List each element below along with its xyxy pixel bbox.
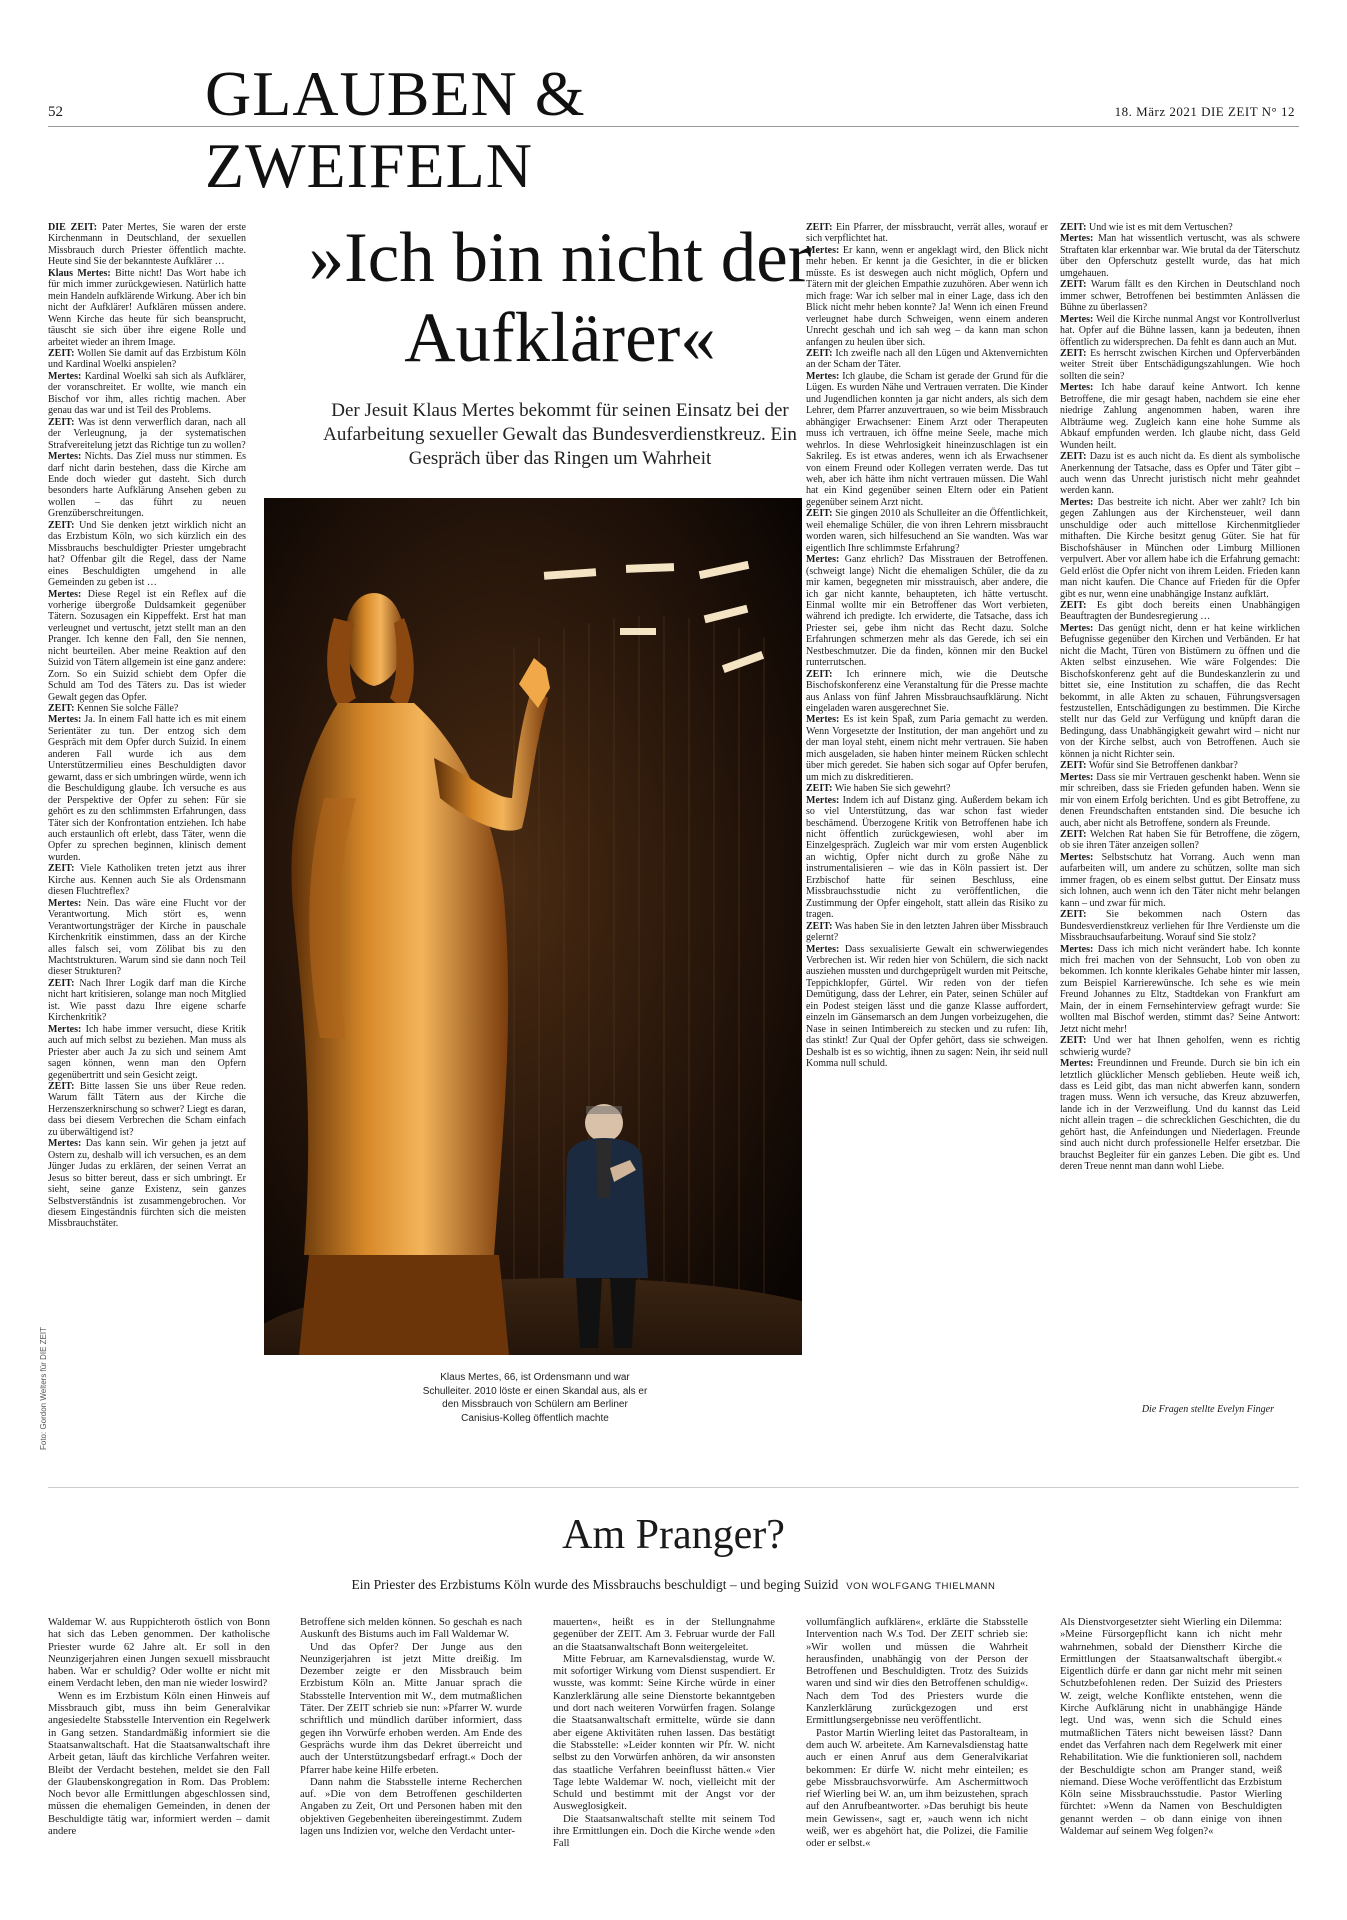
portrait-photo bbox=[264, 498, 802, 1355]
interview-paragraph bbox=[1060, 1035, 1300, 1058]
speaker-label: Mertes: bbox=[48, 588, 82, 600]
interview-paragraph bbox=[1060, 233, 1300, 279]
interview-column-1 bbox=[48, 222, 246, 1230]
speaker-label: ZEIT: bbox=[1060, 222, 1087, 233]
interview-paragraph bbox=[1060, 909, 1300, 943]
speaker-text: Er kann, wenn er angeklagt wird, den Blick nicht mehr heben. Er kennt ja die Gesichter, in die er blicken müsste. Es ist deswegen auch nicht möglich, Opfern und Tätern mit der gleichen Empathie zuzuhören. Aber wenn ich mich frage: War ich selber mal in einer Lage, dass ich den Blick nicht mehr heben konnte? Ja! Wenn ich einen Freund verleugnet habe durch Schweigen, wenn einem anderen Unrecht geschah und ich sah weg – da kann man schon anfangen zu heulen über sich. bbox=[806, 244, 1048, 348]
interview-paragraph bbox=[48, 268, 246, 348]
interview-paragraph bbox=[1060, 1058, 1300, 1173]
interview-column-2 bbox=[806, 222, 1048, 1070]
speaker-label: Mertes: bbox=[48, 370, 82, 382]
speaker-label: Mertes: bbox=[48, 1023, 82, 1035]
speaker-label: ZEIT: bbox=[48, 416, 75, 428]
article-paragraph: Mitte Februar, am Karnevalsdienstag, wurde W. mit sofortiger Wirkung vom Dienst suspendiert. Er wusste, was kommt: Seine Kirche würde in einer Kanzlerklärung alle seine Dienstorte bekanntgeben und dort nach weiteren Vorwürfen fragen. Solange die Staatsanwaltschaft ermittelte, würde sie dann aber eigene Aktivitäten ruhen lassen. Das bestätigt die Stabsstelle: »Leider konnten wir Pfr. W. nicht selbst zu den Vorwürfen anhören, da wir ansonsten das staatliche Verfahren beeinflusst hätten.« Vier Tage lebte Waldemar W. noch, vielleicht mit der Schuld und bestimmt mit der Angst vor der Ausweglosigkeit. bbox=[553, 1653, 775, 1813]
speaker-text: Diese Regel ist ein Reflex auf die vorherige übergroße Duldsamkeit gegenüber Tätern. Sozusagen ein Kippeffekt. Erst hat man verleugnet und vertuscht, jetzt stellt man an den Pranger. Ich kenne den Fall, den Sie nennen, nicht beurteilen. Aber meine Reaktion auf den Suizid von Tätern allgemein ist eine ganz andere: Zorn. So ein Suizid schiebt dem Opfer die Schuld am Tod des Täters zu. Das ist wieder Gewalt gegen das Opfer. bbox=[48, 588, 246, 703]
speaker-text: Kennen Sie solche Fälle? bbox=[74, 703, 179, 715]
interview-paragraph bbox=[806, 245, 1048, 348]
speaker-text: Ja. In einem Fall hatte ich es mit einem Serientäter zu tun. Der entzog sich dem Gespräch mit dem Opfer durch Suizid. In einem anderen Fall wurde ich aus dem Unterstützermilieu eines Beschuldigten davor gewarnt, dass er sich umbringen würde, wenn ich die Beschuldigung glaube. Ich versuche es aus der Perspektive der Opfer zu sehen: Für sie gehört es zu den schlimmsten Erfahrungen, dass Täter sich der Konfrontation entziehen. Ich habe auch erstaunlich oft erlebt, dass Täter, wenn die Opfer zu sprechen beginnen, klinisch dement wurden. bbox=[48, 714, 246, 863]
article-paragraph: Waldemar W. aus Ruppichteroth östlich von Bonn hat sich das Leben genommen. Der katholische Priester wurde 62 Jahre alt. Er soll in den Neunzigerjahren einen Jungen sexuell missbraucht haben. War er schuldig? Oder wollte er nicht mit einem Verdacht leben, den man nie wieder loswird? bbox=[48, 1617, 270, 1690]
speaker-label: Mertes: bbox=[1060, 943, 1094, 955]
speaker-label: Mertes: bbox=[1060, 496, 1094, 508]
speaker-text: Was ist denn verwerflich daran, nach all der Verleugnung, ja der systematischen Strafvereitelung jetzt das Richtige tun zu wollen? bbox=[48, 416, 246, 451]
speaker-text: Dass sexualisierte Gewalt ein schwerwiegendes Verbrechen ist. Wir reden hier von Schülern, die sich nackt ausziehen mussten und durchgeprügelt wurden mit Peitsche, Teppichklopfer, Gürtel. Wir reden von der tiefen Demütigung, dass der Lehrer, ein Pater, seinen Schüler auf ein Podest steigen lässt und die ganze Klasse auffordert, einzeln im Gänsemarsch an dem Jungen vorbeizugehen, die Nase in seinen Intimbereich zu stecken und zu rufen: Iih, das stinkt! Zur Qual der Opfer gehört, dass sie schweigen. Deshalb ist es so wichtig, ihnen zu sagen: Nein, ihr seid null Komma null schuld. bbox=[806, 943, 1048, 1070]
article-paragraph: mauerten«, heißt es in der Stellungnahme gegenüber der ZEIT. Am 3. Februar wurde der Fall an die Staatsanwaltschaft Bonn weitergeleitet. bbox=[553, 1617, 775, 1653]
photo-caption: Klaus Mertes, 66, ist Ordensmann und war Schulleiter. 2010 löste er einen Skandal aus, als er den Missbrauch von Schülern am Berliner Canisius-Kolleg öffentlich machte bbox=[422, 1372, 648, 1424]
speaker-label: ZEIT: bbox=[1060, 909, 1087, 921]
speaker-text: Wofür sind Sie Betroffenen dankbar? bbox=[1086, 760, 1238, 772]
speaker-label: ZEIT: bbox=[806, 222, 833, 233]
interview-paragraph bbox=[806, 921, 1048, 944]
speaker-text: Das genügt nicht, denn er hat keine wirklichen Befugnisse gegenüber den Kirchen und Verbänden. Er hat nicht die Macht, Türen von Bistümern zu öffnen und die Akten selbst einzusehen. Wie wäre Folgendes: Die Bischofskonferenz geht auf die Bundeskanzlerin zu und bittet sie, eine Institution zu schaffen, die das Recht bekommt, in alle Akten zu schauen, Führungsversagen festzustellen, Entschädigungen zu bestimmen. Die Kirche stellt nur das Geld zur Verfügung und knüpft daran die Bedingung, dass Unabhängigkeit gewahrt wird – nicht nur von der Kirche selbst, auch von Betroffenen. Auch sie können ja nicht Richter sein. bbox=[1060, 622, 1300, 760]
interview-paragraph bbox=[1060, 348, 1300, 382]
speaker-label: ZEIT: bbox=[48, 1080, 75, 1092]
speaker-text: Welchen Rat haben Sie für Betroffene, die zögern, ob sie ihren Täter anzeigen sollen? bbox=[1060, 829, 1300, 852]
speaker-text: Ganz ehrlich? Das Misstrauen der Betroffenen. (schweigt lange) Nicht die ehemaligen Schüler, die da zu mir kamen, begegneten mir misstrauisch, aber andere, die ich gar nicht kannte, behaupteten, ich hätte vertuscht. Einmal wollte mir ein Betroffener das Wort verbieten, während ich predigte. Ich erwiderte, die Tatsache, dass ich Priester sei, gebe ihm nicht das Recht dazu. Solche Erfahrungen schmerzen mehr als das Gerede, ich sei ein Nestbeschmutzer. Die da finden, können mir den Buckel runterrutschen. bbox=[806, 554, 1048, 669]
speaker-text: Ich glaube, die Scham ist gerade der Grund für die Lügen. Es wurden Nähe und Vertrauen verraten. Die Kinder und Jugendlichen konnten ja gar nicht anders, als sich dem Lehrer, dem Pfarrer anzuvertrauen, so wie beim Missbrauch abhängiger Erwachsener: Einem Arzt oder Therapeuten muss ich vertrauen, ich öffne meine Seele, mache mich wehrlos. In diese Wehrlosigkeit hineinzuschlagen ist ein Sakrileg. Es ist etwas anderes, wenn ich als Erwachsener von einem Freund oder Kollegen verraten werde. Das tut weh, aber ich hätte ihm nicht vertrauen müssen. Die Wahl hat ein Kind gegenüber seinen Eltern oder ein Patient gegenüber seinem Arzt nicht. bbox=[806, 370, 1048, 508]
speaker-text: Es gibt doch bereits einen Unabhängigen Beauftragten der Bundesregierung … bbox=[1060, 599, 1300, 623]
speaker-label: ZEIT: bbox=[1060, 760, 1087, 772]
interview-paragraph bbox=[48, 417, 246, 451]
speaker-label: ZEIT: bbox=[1060, 829, 1087, 841]
speaker-text: Warum fällt es den Kirchen in Deutschland noch immer schwer, Betroffenen bei bestimmten Anlässen die Bühne zu überlassen? bbox=[1060, 279, 1300, 314]
speaker-label: ZEIT: bbox=[48, 977, 75, 989]
interview-byline: Die Fragen stellte Evelyn Finger bbox=[1141, 1404, 1274, 1415]
speaker-text: Und wer hat Ihnen geholfen, wenn es richtig schwierig wurde? bbox=[1060, 1035, 1300, 1058]
speaker-label: Mertes: bbox=[1060, 1058, 1094, 1070]
speaker-label: DIE ZEIT: bbox=[48, 222, 98, 233]
speaker-text: Ich erinnere mich, wie die Deutsche Bischofskonferenz eine Veranstaltung für die Presse machte aus Anlass von fünf Jahren Missbrauchsaufklärung. Nicht eingeladen waren ausgerechnet Sie. bbox=[806, 668, 1048, 715]
speaker-label: Mertes: bbox=[48, 1138, 82, 1150]
article-column-5 bbox=[1060, 1617, 1282, 1838]
interview-paragraph bbox=[1060, 497, 1300, 600]
article-subhead bbox=[150, 1576, 1197, 1596]
speaker-label: Mertes: bbox=[1060, 771, 1094, 783]
speaker-text: Es herrscht zwischen Kirchen und Opferverbänden weiter Streit über Entschädigungszahlungen. Wie hoch sollten die sein? bbox=[1060, 347, 1300, 382]
interview-paragraph bbox=[806, 795, 1048, 921]
interview-paragraph bbox=[48, 1081, 246, 1138]
speaker-text: Kardinal Woelki sah sich als Aufklärer, der voranschreitet. Er wollte, wie manch ein Bischof vor ihm, alles richtig machen. Aber genau das war und ist Teil des Problems. bbox=[48, 370, 246, 417]
interview-column-3 bbox=[1060, 222, 1300, 1173]
speaker-label: Mertes: bbox=[806, 794, 840, 806]
speaker-label: Mertes: bbox=[806, 370, 840, 382]
interview-paragraph bbox=[48, 978, 246, 1024]
interview-paragraph bbox=[48, 1024, 246, 1081]
speaker-label: ZEIT: bbox=[806, 508, 833, 520]
interview-paragraph bbox=[1060, 314, 1300, 348]
interview-paragraph bbox=[1060, 852, 1300, 909]
speaker-text: Das kann sein. Wir gehen ja jetzt auf Ostern zu, deshalb will ich versuchen, es an dem Jünger Judas zu erklären, der seinen Verrat an Jesus so bitter bereut, dass er sich umbringt. Er sieht, seine ganze Existenz, sein ganzes Selbstverständnis ist zusammengebrochen. Vor diesem Eingeständnis fürchten sich die meisten Missbrauchstäter. bbox=[48, 1138, 246, 1230]
speaker-text: Indem ich auf Distanz ging. Außerdem bekam ich so viel Unterstützung, das war schon fast wieder beschämend. Überzogene Kritik von Betroffenen habe ich nicht öffentlich zurückgewiesen, wohl aber im Einzelgespräch. Zugleich war mir vom ersten Augenblick an wichtig, Opfer nicht durch zu große Nähe zu instrumentalisieren – wie das in Köln passiert ist. Der Erzbischof hatte für seinen Beschluss, eine Missbrauchsstudie nicht zu veröffentlichen, die Zustimmung der Opfer eingeholt, statt allein das Risiko zu tragen. bbox=[806, 794, 1048, 921]
speaker-text: Bitte lassen Sie uns über Reue reden. Warum fällt Tätern aus der Kirche die Herzenszerknirschung so schwer? Liegt es daran, dass bei diesem Verbrechen die Scham einfach zu überwältigend ist? bbox=[48, 1080, 246, 1138]
article-subhead-text: Ein Priester des Erzbistums Köln wurde des Missbrauchs beschuldigt – und beging Suizid bbox=[351, 1577, 839, 1592]
speaker-text: Wollen Sie damit auf das Erzbistum Köln und Kardinal Woelki anspielen? bbox=[48, 347, 246, 371]
speaker-label: Mertes: bbox=[806, 244, 840, 256]
interview-paragraph bbox=[1060, 944, 1300, 1036]
interview-paragraph bbox=[48, 222, 246, 268]
speaker-label: ZEIT: bbox=[806, 668, 833, 680]
interview-paragraph bbox=[806, 222, 1048, 245]
speaker-text: Dass sie mir Vertrauen geschenkt haben. Wenn sie mir schreiben, dass sie Frieden gefunden haben. Wenn sie mir von einem Erfolg berichten. Und es gibt Betroffene, zu denen Freundschaften entstanden sind. Die besuche ich auch, aber nicht als Betroffene, sondern als Freunde. bbox=[1060, 771, 1300, 829]
article-paragraph: Und das Opfer? Der Junge aus den Neunzigerjahren ist jetzt Mitte dreißig. Im Dezember zeigte er den Missbrauch beim Erzbistum Köln an. Mitte Januar sprach die Stabsstelle Intervention mit W., dem mutmaßlichen Täter. Der ZEIT schrieb sie nun: »Pfarrer W. wurde schriftlich und mündlich darüber informiert, dass gegen ihn Vorwürfe erhoben werden. Am Ende des Gesprächs wurde ihm das Dekret überreicht und auch der Unterstützungsbedarf erfragt.« Doch der Pfarrer habe keine Hilfe erbeten. bbox=[300, 1641, 522, 1776]
speaker-text: Man hat wissentlich vertuscht, was als schwere Straftaten klar erkennbar war. Wie brutal da der Täterschutz über den Opferschutz gestellt wurde, das hat mich umgehauen. bbox=[1060, 233, 1300, 279]
photo-illustration bbox=[264, 498, 802, 1355]
speaker-label: Mertes: bbox=[48, 714, 82, 726]
speaker-label: Mertes: bbox=[48, 451, 82, 463]
interview-paragraph bbox=[1060, 772, 1300, 829]
speaker-label: ZEIT: bbox=[48, 347, 75, 359]
speaker-label: ZEIT: bbox=[1060, 279, 1087, 291]
speaker-text: Das bestreite ich nicht. Aber wer zahlt? Ich bin gegen Zahlungen aus der Kirchensteuer, weil dann unschuldige oder auch mittellose Kirchenmitglieder mithaften. Die Kirche besitzt genug Güter. Sie hat für Bischofshäuser in München oder Limburg Millionen verpulvert. Aber vor allem habe ich die Erfahrung gemacht: Geld erlöst die Opfer nicht von ihrem Leiden. Frieden kann man nicht kaufen. Die Chance auf Frieden für die Opfer gibt es nur, wenn eine unabhängige Instanz aufklärt. bbox=[1060, 496, 1300, 600]
article-author: VON WOLFGANG THIELMANN bbox=[846, 1581, 996, 1592]
article-column-4 bbox=[806, 1617, 1028, 1851]
interview-paragraph bbox=[1060, 382, 1300, 451]
speaker-text: Ein Pfarrer, der missbraucht, verrät alles, worauf er sich verpflichtet hat. bbox=[806, 222, 1048, 245]
header-rule bbox=[48, 126, 1299, 127]
interview-paragraph bbox=[806, 508, 1048, 554]
speaker-label: Mertes: bbox=[1060, 233, 1094, 245]
speaker-text: Ich zweifle nach all den Lügen und Aktenvernichten an der Scham der Täter. bbox=[806, 347, 1048, 371]
speaker-label: ZEIT: bbox=[48, 863, 75, 875]
article-column-1 bbox=[48, 1617, 270, 1838]
interview-paragraph bbox=[806, 669, 1048, 715]
speaker-label: Mertes: bbox=[1060, 622, 1094, 634]
article-column-3 bbox=[553, 1617, 775, 1851]
interview-paragraph bbox=[48, 520, 246, 589]
speaker-text: Nein. Das wäre eine Flucht vor der Verantwortung. Mich stört es, wenn Verantwortungsträger der Kirche in pauschale Kirchenkritik einstimmen, dass an der Kirche alles falsch sei, vom Zölibat bis zu den Machtstrukturen. Warum sind sie dann noch Teil dieser Strukturen? bbox=[48, 897, 246, 978]
interview-paragraph bbox=[48, 714, 246, 863]
article-paragraph: Pastor Martin Wierling leitet das Pastoralteam, in dem auch W. arbeitete. Am Karnevalsdienstag hatte auch er einen Anruf aus dem Generalvikariat bekommen: Er dürfe W. nicht mehr einteilen; es gebe Missbrauchsvorwürfe. Am Aschermittwoch rief Wierling bei W. an, um ihm beizustehen, sprach auf den Anrufbeantworter. »Das beruhigt bis heute mein Gewissen«, sagt er, »auch wenn ich nicht weiß, wer es abgehört hat, die Polizei, die Familie oder er selbst.« bbox=[806, 1727, 1028, 1850]
interview-paragraph bbox=[1060, 222, 1300, 233]
speaker-text: Sie gingen 2010 als Schulleiter an die Öffentlichkeit, weil ehemalige Schüler, die von ihren Lehrern missbraucht worden waren, sich hilfesuchend an Sie wandten. Was war eigentlich Ihre schlimmste Erfahrung? bbox=[806, 508, 1048, 554]
speaker-label: Mertes: bbox=[1060, 851, 1094, 863]
speaker-label: Mertes: bbox=[1060, 382, 1094, 394]
interview-paragraph bbox=[806, 348, 1048, 371]
issue-dateline: 18. März 2021 DIE ZEIT N° 12 bbox=[1114, 104, 1295, 119]
speaker-text: Viele Katholiken treten jetzt aus ihrer Kirche aus. Kennen auch Sie als Ordensmann diesen Fluchtreflex? bbox=[48, 863, 246, 898]
interview-paragraph bbox=[806, 371, 1048, 508]
article-headline: Am Pranger? bbox=[562, 1512, 785, 1558]
speaker-label: ZEIT: bbox=[1060, 1035, 1087, 1047]
article-paragraph: Wenn es im Erzbistum Köln einen Hinweis auf Missbrauch gibt, muss ihn beim Generalvikar angesiedelte Stabsstelle Intervention ein Regelwerk in Gang setzen. Standardmäßig informiert sie die Staatsanwaltschaft. Hat die Staatsanwaltschaft ihre Arbeit getan, läuft das kirchliche Verfahren weiter. Bleibt der Verdacht bestehen, meldet sie den Fall der Glaubenskongregation in Rom. Das Problem: Noch bevor alle Ermittlungen abgeschlossen sind, müssen die ehemaligen Gemeinden, in denen der Beschuldigte tätig war, informiert werden – damit andere bbox=[48, 1690, 270, 1838]
speaker-text: Sie bekommen nach Ostern das Bundesverdienstkreuz verliehen für Ihre Verdienste um die Missbrauchsaufarbeitung. Worauf sind Sie stolz? bbox=[1060, 909, 1300, 944]
speaker-label: Mertes: bbox=[806, 714, 840, 726]
speaker-text: Pater Mertes, Sie waren der erste Kirchenmann in Deutschland, der sexuellen Missbrauch durch Priester öffentlich machte. Heute sind Sie der bekannteste Aufklärer … bbox=[48, 222, 246, 268]
article-paragraph: Dann nahm die Stabsstelle interne Recherchen auf. »Die von dem Betroffenen geschilderten Angaben zu Zeit, Ort und Personen haben mit den objektiven Gegebenheiten übereingestimmt. Zudem lagen uns Indizien vor, welche den Verdacht unter- bbox=[300, 1776, 522, 1838]
article-separator bbox=[48, 1487, 1299, 1488]
speaker-text: Und wie ist es mit dem Vertuschen? bbox=[1086, 222, 1233, 233]
interview-headline: »Ich bin nicht der Aufklärer« bbox=[308, 219, 812, 377]
speaker-text: Bitte nicht! Das Wort habe ich für mich immer zurückgewiesen. Natürlich hatte mein Handeln aufklärende Wirkung. Aber ich bin nicht der Aufklärer! Aufklären müssen andere. Wenn Kirche das heute für sich beansprucht, täuscht sie sich über ihre eigene Rolle und arbeitet wieder an ihrem Image. bbox=[48, 267, 246, 348]
interview-paragraph bbox=[48, 703, 246, 714]
speaker-text: Es ist kein Spaß, zum Paria gemacht zu werden. Wenn Vorgesetzte der Institution, der man angehört und zu der man loyal steht, einem nicht mehr vertrauen. Sie haben mich ausgeladen, sie haben hinter meinem Rücken schlecht über mich geredet. Sie haben sich sogar auf Opfer berufen, um mich zu diskreditieren. bbox=[806, 714, 1048, 783]
speaker-label: Mertes: bbox=[806, 943, 840, 955]
interview-paragraph bbox=[48, 348, 246, 371]
speaker-label: ZEIT: bbox=[1060, 599, 1087, 611]
speaker-label: ZEIT: bbox=[1060, 451, 1087, 463]
speaker-label: Mertes: bbox=[1060, 313, 1094, 325]
interview-paragraph bbox=[48, 1138, 246, 1230]
article-paragraph: Betroffene sich melden können. So geschah es nach Auskunft des Bistums auch im Fall Waldemar W. bbox=[300, 1617, 522, 1641]
speaker-text: Freundinnen und Freunde. Durch sie bin ich ein letztlich glücklicher Mensch geblieben. Heute weiß ich, dass es Leid gibt, das man nicht abwerfen kann, sondern tragen muss. Wenn ich versuche, das Kreuz abzuwerfen, lande ich in der Verzweiflung. Und du kannst das Leid nicht allein tragen – die schrecklichen Geschichten, die du gehört hast, die Anfeindungen und Niederlagen. Freunde sind auch nicht durch professionelle Helfer ersetzbar. Die brauchst Begleiter für ein ganzes Leben. Die gibt es. Und deren Treue nennt man dann wohl Liebe. bbox=[1060, 1058, 1300, 1173]
article-paragraph: Die Staatsanwaltschaft stellte mit seinem Tod ihre Ermittlungen ein. Doch die Kirche wende »den Fall bbox=[553, 1813, 775, 1850]
interview-paragraph bbox=[1060, 829, 1300, 852]
speaker-label: ZEIT: bbox=[806, 783, 833, 795]
speaker-text: Nach Ihrer Logik darf man die Kirche nicht hart kritisieren, solange man noch Mitglied ist. Wie passt dazu Ihre eigene scharfe Kirchenkritik? bbox=[48, 977, 246, 1024]
speaker-label: Klaus Mertes: bbox=[48, 267, 111, 279]
interview-paragraph bbox=[1060, 760, 1300, 771]
interview-paragraph bbox=[806, 714, 1048, 783]
article-column-2 bbox=[300, 1617, 522, 1838]
interview-paragraph bbox=[806, 783, 1048, 794]
interview-paragraph bbox=[48, 863, 246, 897]
page-number: 52 bbox=[48, 104, 63, 120]
speaker-label: ZEIT: bbox=[1060, 347, 1087, 359]
interview-paragraph bbox=[806, 554, 1048, 669]
interview-standfirst: Der Jesuit Klaus Mertes bekommt für seinen Einsatz bei der Aufarbeitung sexueller Gewalt das Bundesverdienstkreuz. Ein Gespräch über das Ringen um Wahrheit bbox=[323, 400, 797, 469]
article-paragraph: vollumfänglich aufklären«, erklärte die Stabsstelle Intervention nach W.s Tod. Der ZEIT schrieb sie: »Wir wollen und müssen die Wahrheit herausfinden, unabhängig von der Person der Betroffenen und Beschuldigten. Trotz des Suizids waren und sind wir dies den Betroffenen schuldig«. Nach dem Tod des Priesters wurde die Kanzlerklärung zurückgezogen und erst Ermittlungsergebnisse neu veröffentlicht. bbox=[806, 1617, 1028, 1727]
speaker-text: Dass ich mich nicht verändert habe. Ich konnte mich frei machen von der Sehnsucht, Lob von oben zu bekommen. Ich konnte klerikales Gehabe hinter mir lassen, zum Beispiel Karrierewünsche. Ich sehe es wie mein Freund Johannes zu Eltz, Stadtdekan von Frankfurt am Main, der in einem Fernsehinterview gefragt wurde: Sie wollten mal Bischof werden, stimmt das? Seine Antwort: Jetzt nicht mehr! bbox=[1060, 943, 1300, 1035]
section-rubric: GLAUBEN & ZWEIFELN bbox=[205, 58, 586, 201]
interview-paragraph bbox=[48, 451, 246, 520]
speaker-text: Ich habe darauf keine Antwort. Ich kenne Betroffene, die mir gesagt haben, nachdem sie eine eher niedrige Zahlung angenommen haben, waren ihre Albträume weg. Zugleich kann eine hohe Summe als Abkauf empfunden werden. Ich glaube nicht, dass Geld Wunden heilt. bbox=[1060, 382, 1300, 451]
interview-paragraph bbox=[806, 944, 1048, 1070]
interview-paragraph bbox=[1060, 451, 1300, 497]
speaker-label: ZEIT: bbox=[48, 703, 75, 715]
speaker-text: Was haben Sie in den letzten Jahren über Missbrauch gelernt? bbox=[806, 920, 1048, 944]
speaker-label: Mertes: bbox=[806, 554, 840, 566]
article-paragraph: Als Dienstvorgesetzter sieht Wierling ein Dilemma: »Meine Fürsorgepflicht kann ich nicht mehr wahrnehmen, sobald der Dienstherr Kirche die Ermittlungen der Staatsanwaltschaft übergibt.« Eigentlich dürfe er dann gar nicht mehr mit seinen Schutzbefohlenen reden. Der Suizid des Priesters W. zeigt, welche Konflikte entstehen, wenn die Kirche Aufklärung nicht in unabhängige Hände legt. Und was, wenn sich die Schuld eines mutmaßlichen Täters nicht beweisen lässt? Dann endet das Verfahren nach dem Regelwerk mit einer Rehabilitation. Wie die funktionieren soll, nachdem der Beschuldigte schon am Pranger stand, weiß niemand. Diese Woche veröffentlicht das Erzbistum Köln seine Missbrauchsstudie. Pastor Wierling fürchtet: »Wenn da Namen von Beschuldigten genannt werden – ob dann einige von ihnen Waldemar auf seinem Weg folgen?« bbox=[1060, 1617, 1282, 1838]
photo-credit: Foto: Gordon Welters für DIE ZEIT bbox=[39, 1327, 48, 1450]
speaker-label: ZEIT: bbox=[48, 519, 75, 531]
speaker-text: Selbstschutz hat Vorrang. Auch wenn man aufarbeiten will, um andere zu schützen, sollte man sich immer fragen, ob es einem selbst guttut. Der Einsatz muss sich lohnen, auch wenn ich den Täter nicht mehr belangen kann – und zwar für mich. bbox=[1060, 851, 1300, 909]
interview-paragraph bbox=[48, 371, 246, 417]
interview-paragraph bbox=[1060, 623, 1300, 760]
speaker-text: Dazu ist es auch nicht da. Es dient als symbolische Anerkennung der Tatsache, dass es Opfer und Täter gibt – auch wenn das Unrecht juristisch nicht mehr geahndet werden kann. bbox=[1060, 451, 1300, 497]
interview-paragraph bbox=[48, 589, 246, 704]
speaker-label: ZEIT: bbox=[806, 920, 833, 932]
speaker-label: ZEIT: bbox=[806, 347, 833, 359]
speaker-text: Und Sie denken jetzt wirklich nicht an das Erzbistum Köln, wo sich kürzlich ein des Missbrauchs beschuldigter Priester umgebracht hat? Offenbar gilt die Regel, dass der Name eines Beschuldigten umgehend in alle Gemeinden zu geben ist … bbox=[48, 519, 246, 589]
speaker-text: Ich habe immer versucht, diese Kritik auch auf mich selbst zu beziehen. Man muss als Priester aber auch Ja zu sich und seinem Amt sagen können, wenn man den Opfern gegenübertritt und sein Gesicht zeigt. bbox=[48, 1023, 246, 1081]
speaker-text: Wie haben Sie sich gewehrt? bbox=[832, 783, 951, 795]
speaker-label: Mertes: bbox=[48, 897, 82, 909]
speaker-text: Nichts. Das Ziel muss nur stimmen. Es darf nicht darin bestehen, dass die Kirche am Ende doch wieder gut dasteht. Sich durch besonders harte Aufklärung Ansehen geben zu wollen – das führt zu neuen Grenzüberschreitungen. bbox=[48, 451, 246, 520]
interview-paragraph bbox=[1060, 279, 1300, 313]
interview-paragraph bbox=[1060, 600, 1300, 623]
interview-paragraph bbox=[48, 898, 246, 978]
speaker-text: Weil die Kirche nunmal Angst vor Kontrollverlust hat. Opfer auf die Bühne lassen, kann ja bedeuten, ihnen öffentlich zu widersprechen. Da fehlt es dann auch an Mut. bbox=[1060, 313, 1300, 348]
